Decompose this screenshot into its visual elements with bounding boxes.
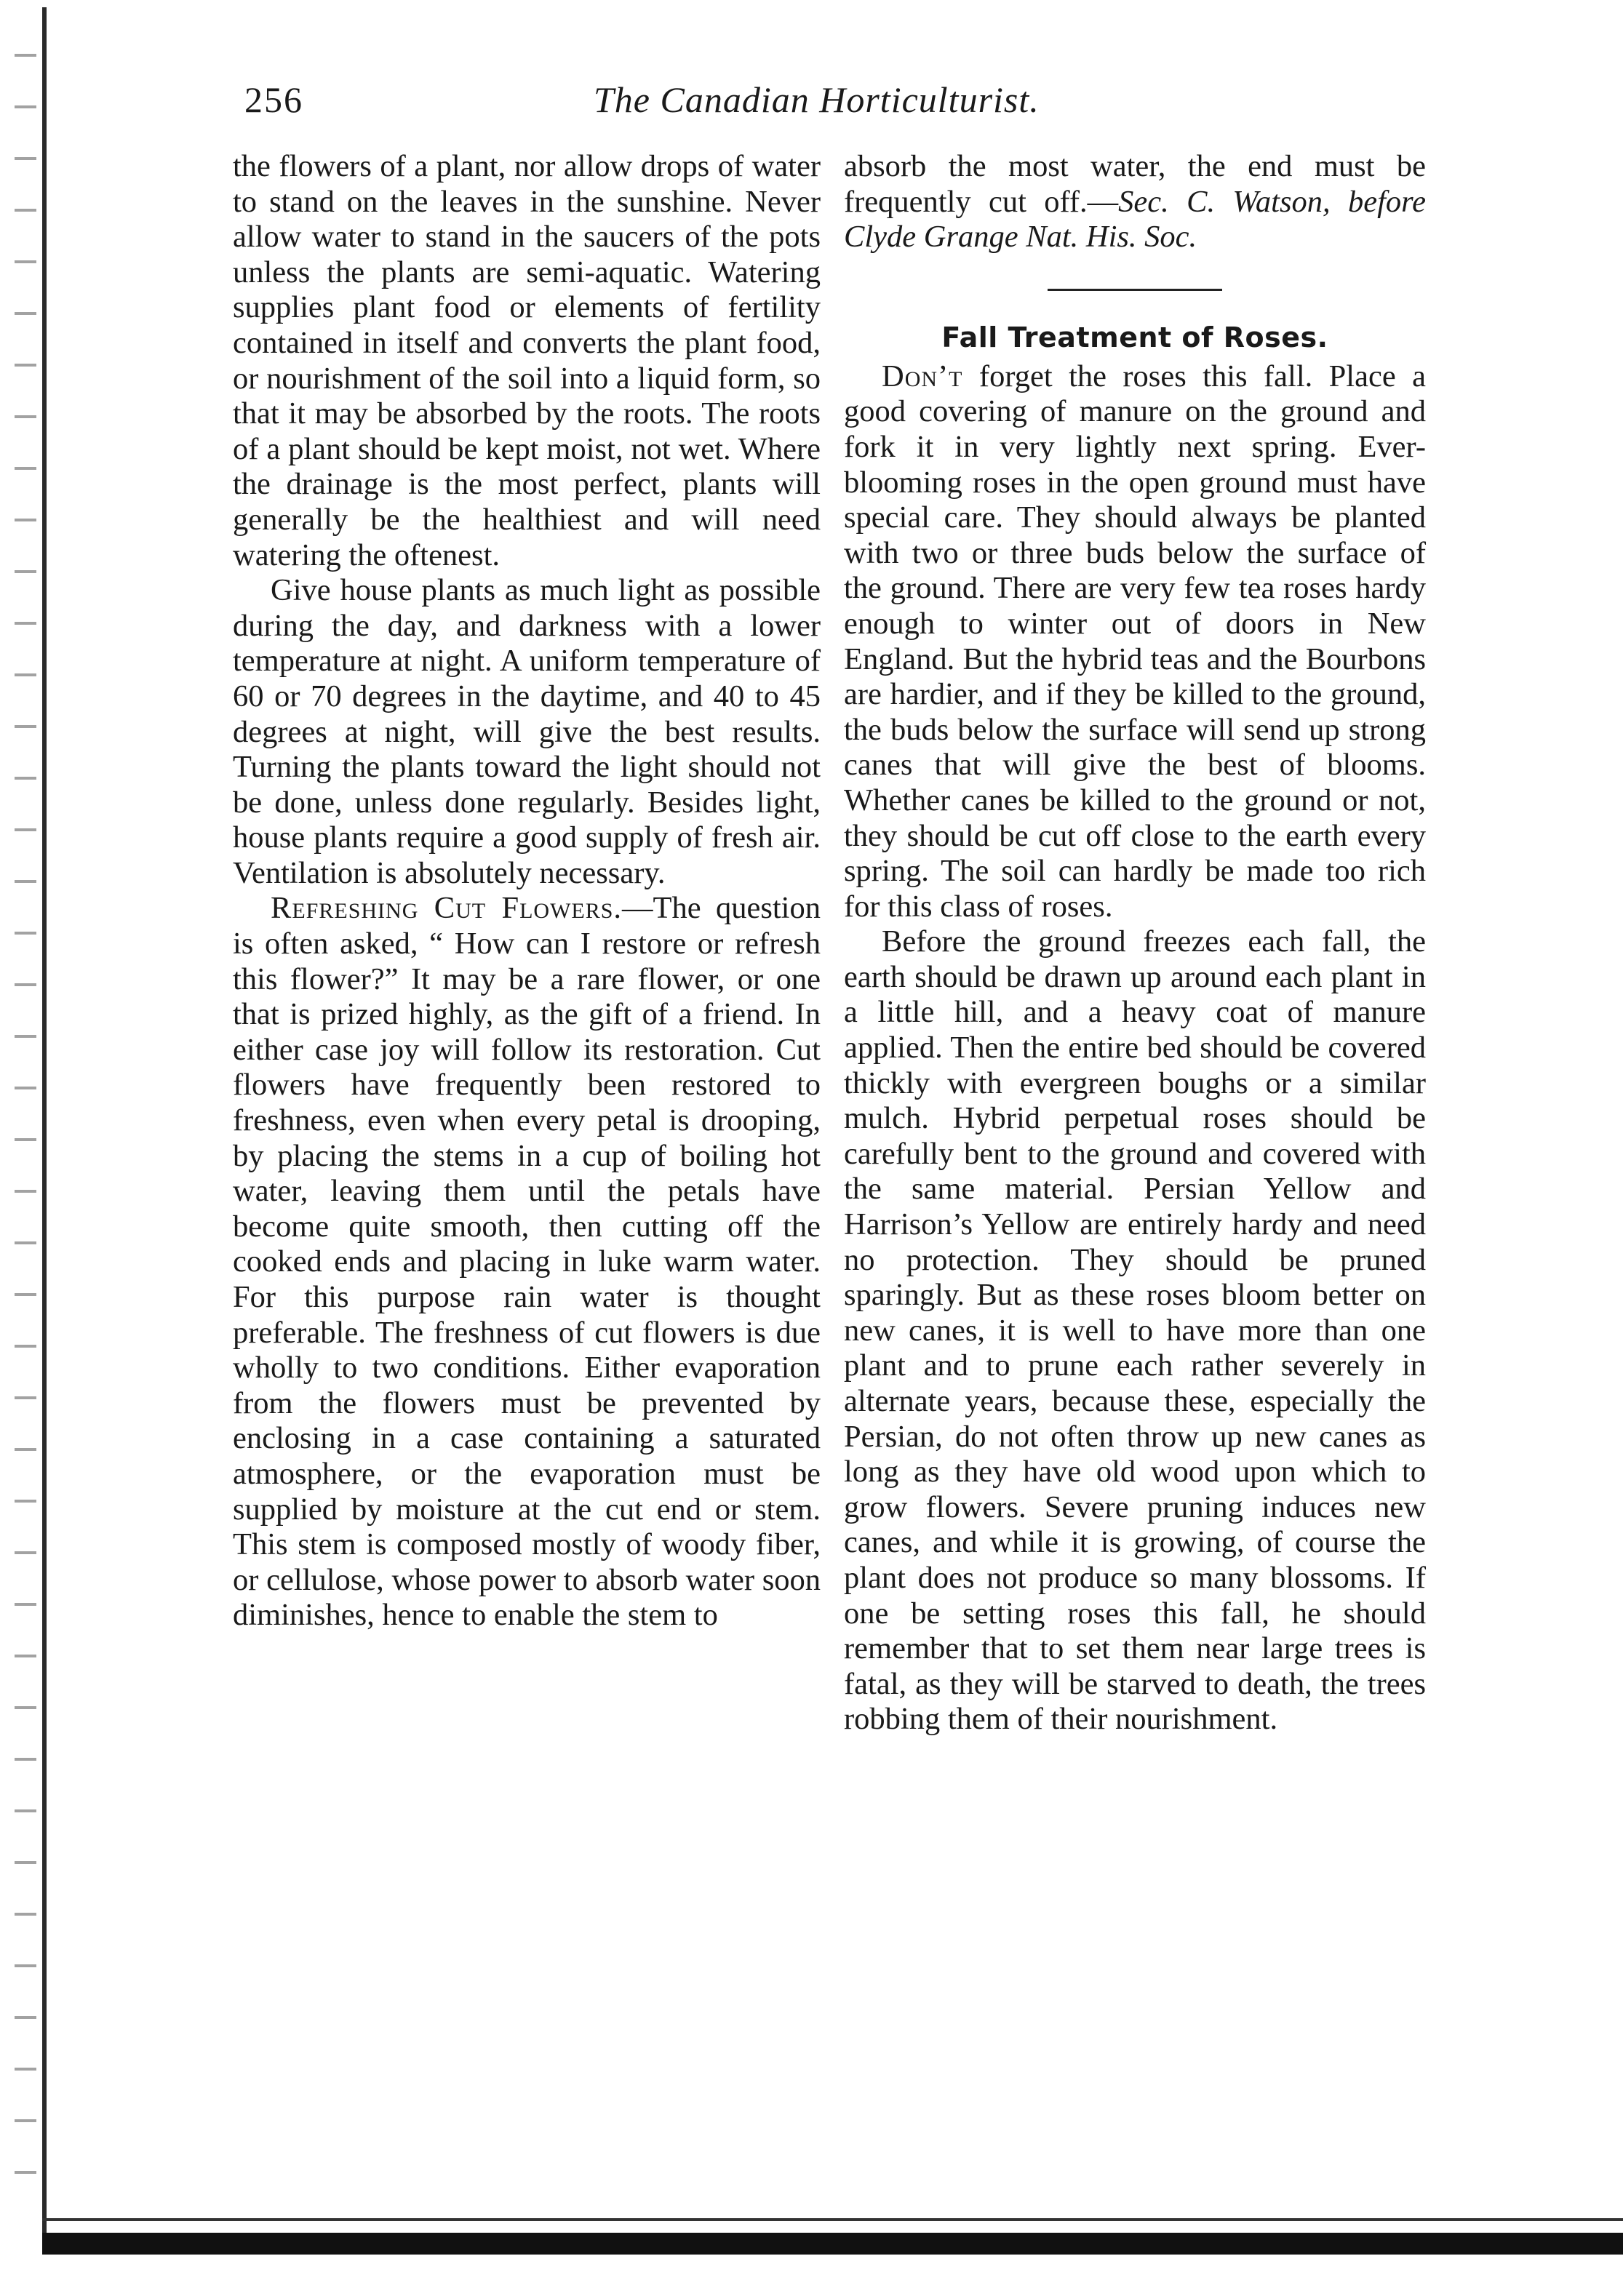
left-paragraph-watering: the flowers of a plant, nor allow drops of water to stand on the leaves in the sunshine. Never allow water to stand in the saucers of the pots unless the plants are semi-aquatic. Watering supplies plant food or elements of fertility contained in itself and converts the plant food, or nourishment of the soil into a liquid form, so that it may be absorbed by the roots. The roots of a plant should be kept moist, not wet. Where the drainage is the most perfect, plants will generally be the healthiest and will need watering the oftenest.	[233, 149, 821, 572]
cut-flowers-lead: Refreshing Cut Flowers.	[271, 891, 623, 926]
gutter-scan-artifact	[15, 29, 36, 2211]
bottom-thin-rule	[42, 2218, 1623, 2221]
roses-paragraph-1-body: forget the roses this fall. Place a good covering of manure on the ground and fork it in very lightly next spring. Ever-blooming roses in the open ground must have special care. They should always be planted with two or three buds below the surface of the ground. There are very few tea roses hardy enough to winter out of doors in New England. But the hybrid teas and the Bourbons are hardier, and if they be killed to the ground, the buds below the surface will send up strong canes that will give the best of blooms. Whether canes be killed to the ground or not, they should be cut off close to the earth every spring. The soil can hardly be made too rich for this class of roses.	[844, 359, 1426, 924]
cut-flowers-body: —The question is often asked, “ How can I restore or refresh this flower?” It may be a rare flower, or one that is prized highly, as the gift of a friend. In either case joy will follow its restoration. Cut flowers have frequently been restored to freshness, even when every petal is drooping, by placing the stems in a cup of boiling hot water, leaving them until the petals have become quite smooth, then cutting off the cooked ends and placing in luke warm water. For this purpose rain water is thought preferable. The freshness of cut flowers is due wholly to two conditions. Either evaporation from the flowers must be prevented by enclosing in a case containing a saturated atmosphere, or the evaporation must be supplied by moisture at the cut end or stem. This stem is composed mostly of woody fiber, or cellulose, whose power to absorb water soon diminishes, hence to enable the stem to	[233, 891, 821, 1633]
journal-title: The Canadian Horticulturist.	[594, 79, 1040, 120]
running-head	[244, 79, 1430, 129]
section-separator-rule	[1048, 289, 1222, 291]
roses-paragraph-1	[844, 359, 1426, 925]
left-paragraph-cut-flowers	[233, 891, 821, 1633]
right-column	[844, 149, 1426, 1737]
page-number: 256	[244, 79, 303, 120]
right-continuation-paragraph	[844, 149, 1426, 255]
bottom-page-edge	[42, 2233, 1623, 2255]
attribution: Sec. C. Watson, before Clyde Grange Nat. His. Soc.	[844, 184, 1426, 255]
gutter-edge-line	[42, 7, 47, 2233]
roses-paragraph-2: Before the ground freezes each fall, the earth should be drawn up around each plant in a little hill, and a heavy coat of manure applied. Then the entire bed should be covered thickly with evergreen boughs or a similar mulch. Hybrid perpetual roses should be carefully bent to the ground and covered with the same material. Persian Yellow and Harrison’s Yellow are entirely hardy and need no protection. They should be pruned sparingly. But as these roses bloom better on new canes, it is well to have more than one plant and to prune each rather severely in alternate years, because these, especially the Persian, do not often throw up new canes as long as they have old wood upon which to grow flowers. Severe pruning induces new canes, and while it is growing, of course the plant does not produce so many blossoms. If one be setting roses this fall, he should remember that to set them near large trees is fatal, as they will be starved to death, the trees robbing them of their nourishment.	[844, 924, 1426, 1737]
left-column	[233, 149, 821, 1633]
continuation-text: absorb the most water, the end must be frequently cut off.—	[844, 149, 1426, 219]
roses-lead-word: Don’t	[882, 359, 963, 393]
left-paragraph-light: Give house plants as much light as possible during the day, and darkness with a lower temperature at night. A uniform temperature of 60 or 70 degrees in the daytime, and 40 to 45 degrees at night, will give the best results. Turning the plants toward the light should not be done, unless done regularly. Besides light, house plants require a good supply of fresh air. Ventilation is absolutely necessary.	[233, 573, 821, 890]
section-heading: Fall Treatment of Roses.	[941, 321, 1328, 353]
